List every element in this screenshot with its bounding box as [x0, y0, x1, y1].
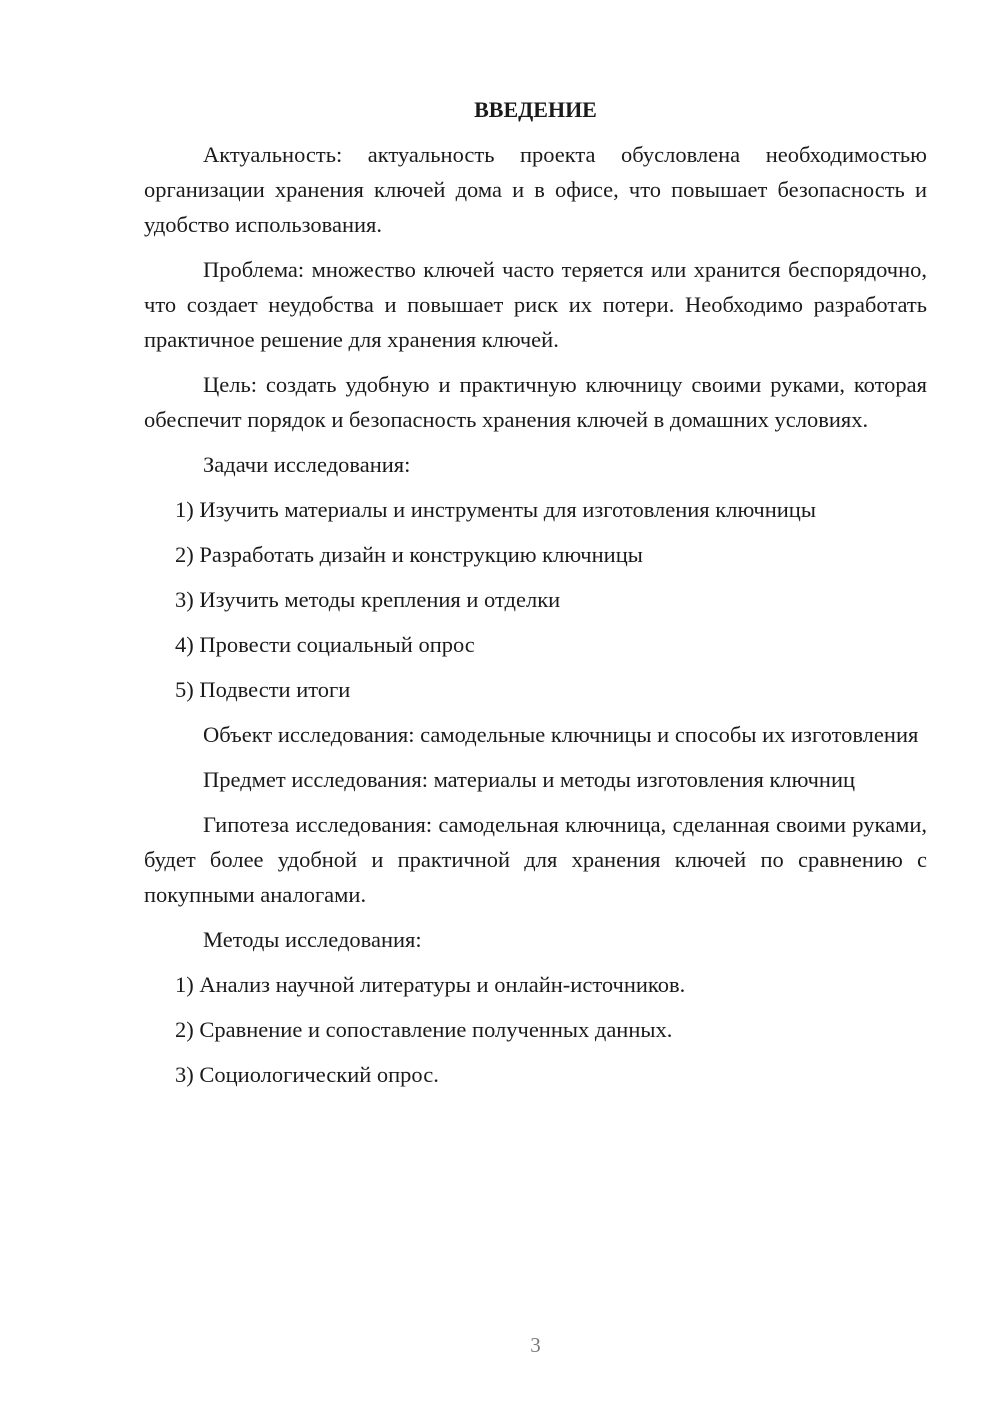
list-item: 1) Анализ научной литературы и онлайн-источников. — [175, 972, 686, 997]
list-item: 3) Изучить методы крепления и отделки — [175, 587, 561, 612]
subject-paragraph: Предмет исследования: материалы и методы изготовления ключниц — [203, 767, 856, 792]
list-item: 4) Провести социальный опрос — [175, 632, 475, 657]
methods-list — [144, 967, 927, 1092]
hypothesis-paragraph: Гипотеза исследования: самодельная ключница, сделанная своими руками, будет более удобной и практичной для хранения ключей по сравнению с покупными аналогами. — [144, 812, 927, 907]
list-item: 2) Сравнение и сопоставление полученных данных. — [175, 1017, 673, 1042]
tasks-list — [144, 492, 927, 707]
list-item: 2) Разработать дизайн и конструкцию ключницы — [175, 542, 643, 567]
list-item: 5) Подвести итоги — [175, 677, 351, 702]
object-paragraph: Объект исследования: самодельные ключницы и способы их изготовления — [203, 722, 919, 747]
goal-paragraph: Цель: создать удобную и практичную ключницу своими руками, которая обеспечит порядок и безопасность хранения ключей в домашних условиях. — [144, 372, 927, 432]
page-number: 3 — [530, 1333, 541, 1357]
methods-heading: Методы исследования: — [203, 927, 422, 952]
problem-paragraph: Проблема: множество ключей часто теряется или хранится беспорядочно, что создает неудобства и повышает риск их потери. Необходимо разработать практичное решение для хранения ключей. — [144, 257, 927, 352]
list-item: 1) Изучить материалы и инструменты для изготовления ключницы — [175, 497, 816, 522]
document-body — [144, 92, 927, 1102]
list-item: 3) Социологический опрос. — [175, 1062, 439, 1087]
page-title: ВВЕДЕНИЕ — [474, 97, 597, 122]
tasks-heading: Задачи исследования: — [203, 452, 411, 477]
relevance-paragraph: Актуальность: актуальность проекта обусловлена необходимостью организации хранения ключей дома и в офисе, что повышает безопасность и удобство использования. — [144, 142, 927, 237]
